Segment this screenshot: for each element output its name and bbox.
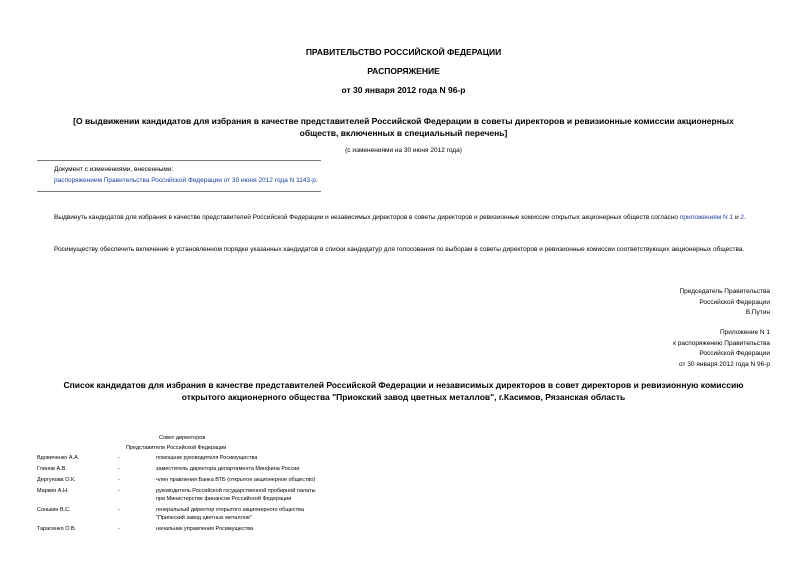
dash: -: [118, 507, 120, 513]
candidate-name: Тарасенко О.В.: [37, 526, 77, 532]
dash: -: [118, 477, 120, 483]
paragraph-2: Росимуществу обеспечить включение в установленном порядке указанных кандидатов в списки кандидатур для голосования по выборам в советы директоров и ревизионные комиссии соответствующих акционерных общества.: [54, 246, 745, 253]
candidate-position: начальник управления Росимущества: [156, 526, 254, 532]
paragraph-1-end: .: [744, 214, 746, 221]
subsection-representatives: Представители Российской Федерации: [126, 445, 227, 451]
candidate-position: [156, 488, 396, 503]
document-type: РАСПОРЯЖЕНИЕ: [367, 66, 440, 76]
document-title-line1: [О выдвижении кандидатов для избрания в качестве представителей Российской Федерации в советы директоров и ревизионные комиссии акционерных: [73, 116, 734, 126]
list-title-line2: открытого акционерного общества "Приокский завод цветных металлов", г.Касимов, Рязанская область: [181, 392, 626, 402]
list-title-line1: Список кандидатов для избрания в качестве представителей Российской Федерации и независимых директоров в совет директоров и ревизионную комиссию: [63, 380, 744, 390]
amend-top-rule: [37, 160, 321, 161]
appendix-country: Российской Федерации: [699, 350, 770, 358]
document-date: от 30 января 2012 года N 96-р: [341, 85, 466, 95]
dash: -: [118, 466, 120, 472]
candidate-position-line1: руководитель Российской государственной пробирной палаты: [156, 488, 316, 494]
candidate-position: [156, 507, 396, 522]
signature-block: [679, 287, 770, 319]
appendix-2-link[interactable]: 2: [740, 214, 745, 221]
signature-country: Российской Федерации: [699, 298, 770, 306]
candidate-position: помощник руководителя Росимущества: [156, 455, 258, 461]
candidate-name: Маркин А.Н.: [37, 488, 69, 494]
dash: -: [118, 488, 120, 494]
candidate-name: Сонькин В.С.: [37, 507, 71, 513]
candidate-name: Вдовиченко А.А.: [37, 455, 80, 461]
candidate-position-line1: генеральный директор открытого акционерного общества: [156, 507, 305, 513]
amend-link[interactable]: распоряжением Правительства Российской Федерации от 30 июня 2012 года N 1143-р: [54, 177, 316, 184]
appendix-number: Приложение N 1: [719, 329, 770, 336]
changes-note: (с изменениями на 30 июня 2012 года): [345, 147, 462, 154]
amend-label: Документ с изменениями, внесенными:: [54, 166, 174, 173]
candidate-name: Дергунова О.К.: [37, 477, 76, 483]
appendix-ref: к распоряжению Правительства: [673, 339, 770, 347]
government-heading: ПРАВИТЕЛЬСТВО РОССИЙСКОЙ ФЕДЕРАЦИИ: [305, 47, 502, 57]
signature-title: Председатель Правительства: [679, 288, 770, 295]
amend-end: .: [315, 177, 318, 184]
amend-bottom-rule: [37, 191, 321, 192]
appendix-block: [673, 328, 770, 370]
signature-name: В.Путин: [745, 309, 770, 317]
candidate-position: заместитель директора департамента Минфина России: [156, 466, 300, 472]
dash: -: [118, 455, 120, 461]
candidate-name: Глинов А.В.: [37, 466, 67, 472]
appendix-date: от 30 января 2012 года N 96-р: [679, 360, 770, 368]
paragraph-1-and: и: [734, 214, 739, 221]
document-title-line2: обществ, включенных в специальный перечень]: [299, 128, 508, 138]
appendix-1-link[interactable]: приложениям N 1: [679, 214, 734, 221]
amend-entry: [54, 177, 318, 184]
candidate-position: член правления Банка ВТБ (открытое акционерное общество): [156, 477, 316, 483]
candidate-position-line2: "Приокский завод цветных металлов": [156, 514, 252, 521]
paragraph-1-text: Выдвинуть кандидатов для избрания в качестве представителей Российской Федерации и независимых директоров в советы директоров и ревизионные комиссии открытых акционерных обществ согласно: [54, 214, 679, 221]
dash: -: [118, 526, 120, 532]
paragraph-1: [37, 213, 770, 224]
candidate-position-line2: при Министерстве финансов Российской Федерации: [156, 495, 292, 502]
section-board: Совет директоров: [159, 435, 206, 441]
